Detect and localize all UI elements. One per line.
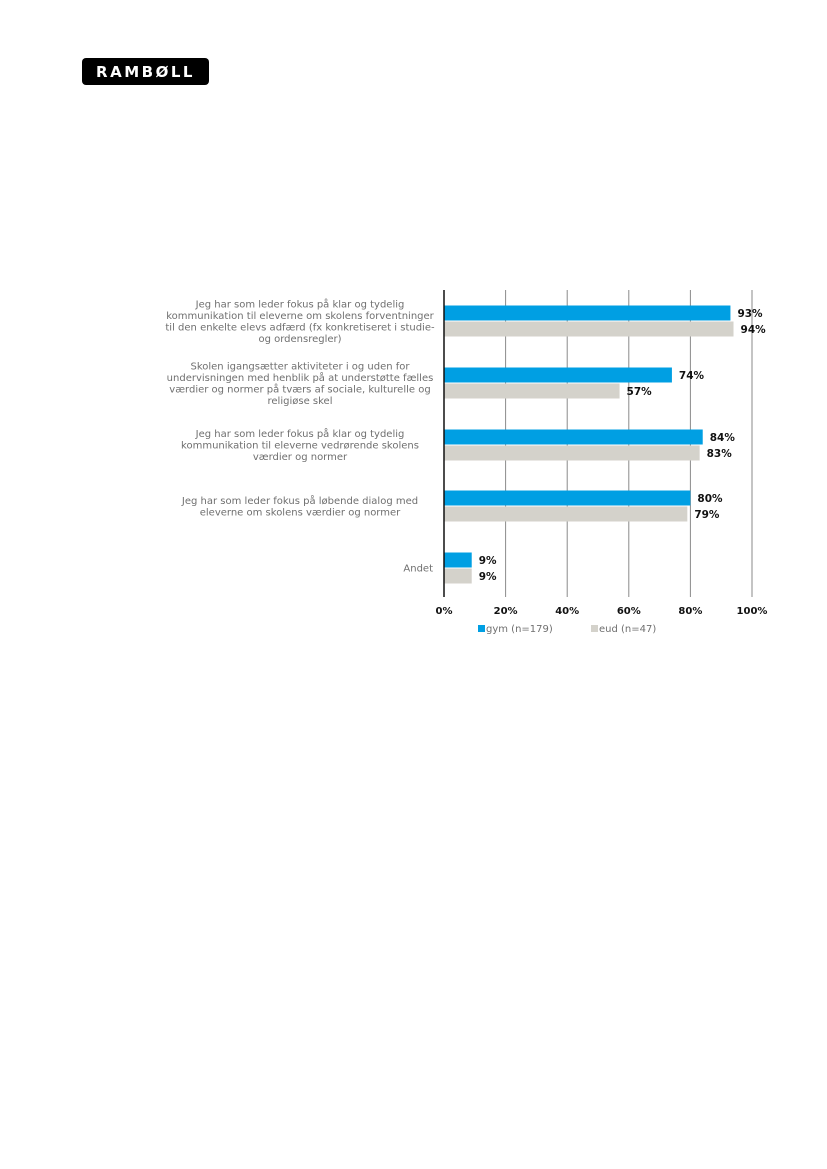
x-tick-label: 20%	[493, 606, 518, 617]
x-tick-label: 100%	[736, 606, 768, 617]
data-label: 9%	[478, 571, 497, 583]
data-label: 9%	[478, 555, 497, 567]
data-label: 94%	[740, 324, 766, 336]
bar-eud	[444, 507, 687, 522]
category-label: Jeg har som leder fokus på klar og tydelig kommunikation til eleverne vedrørende skolens værdier og normer	[181, 429, 419, 463]
x-tick-label: 0%	[435, 606, 453, 617]
category-label: Andet	[403, 563, 433, 575]
category-label: Jeg har som leder fokus på løbende dialog med eleverne om skolens værdier og normer	[181, 495, 419, 519]
data-label: 79%	[694, 509, 720, 521]
legend-swatch	[478, 625, 485, 632]
x-tick-label: 80%	[678, 606, 703, 617]
data-label: 93%	[737, 308, 763, 320]
data-label: 83%	[706, 448, 732, 460]
data-label: 57%	[626, 386, 652, 398]
legend-swatch	[591, 625, 598, 632]
category-label: Jeg har som leder fokus på klar og tydelig kommunikation til eleverne om skolens forventninger til den enkelte elevs adfærd (fx konkretiseret i studie-og ordensregler)	[165, 299, 435, 345]
x-tick-label: 40%	[555, 606, 580, 617]
legend-label: eud (n=47)	[599, 624, 657, 635]
bar-eud	[444, 322, 734, 337]
legend-label: gym (n=179)	[486, 624, 553, 635]
x-tick-label: 60%	[616, 606, 641, 617]
data-label: 84%	[709, 432, 735, 444]
bar-gym	[444, 306, 730, 321]
data-label: 80%	[697, 493, 723, 505]
bar-gym	[444, 553, 472, 568]
bar-gym	[444, 491, 690, 506]
bar-eud	[444, 446, 700, 461]
bar-eud	[444, 384, 620, 399]
data-label: 74%	[678, 370, 705, 382]
bar-eud	[444, 569, 472, 584]
category-label: Skolen igangsætter aktiviteter i og uden for undervisningen med henblik på at understøtte fælles værdier og normer på tværs af sociale, kulturelle og religiøse skel	[166, 361, 434, 407]
logo-text: RAMBØLL	[96, 62, 195, 81]
bar-gym	[444, 430, 703, 445]
bar-gym	[444, 368, 672, 383]
